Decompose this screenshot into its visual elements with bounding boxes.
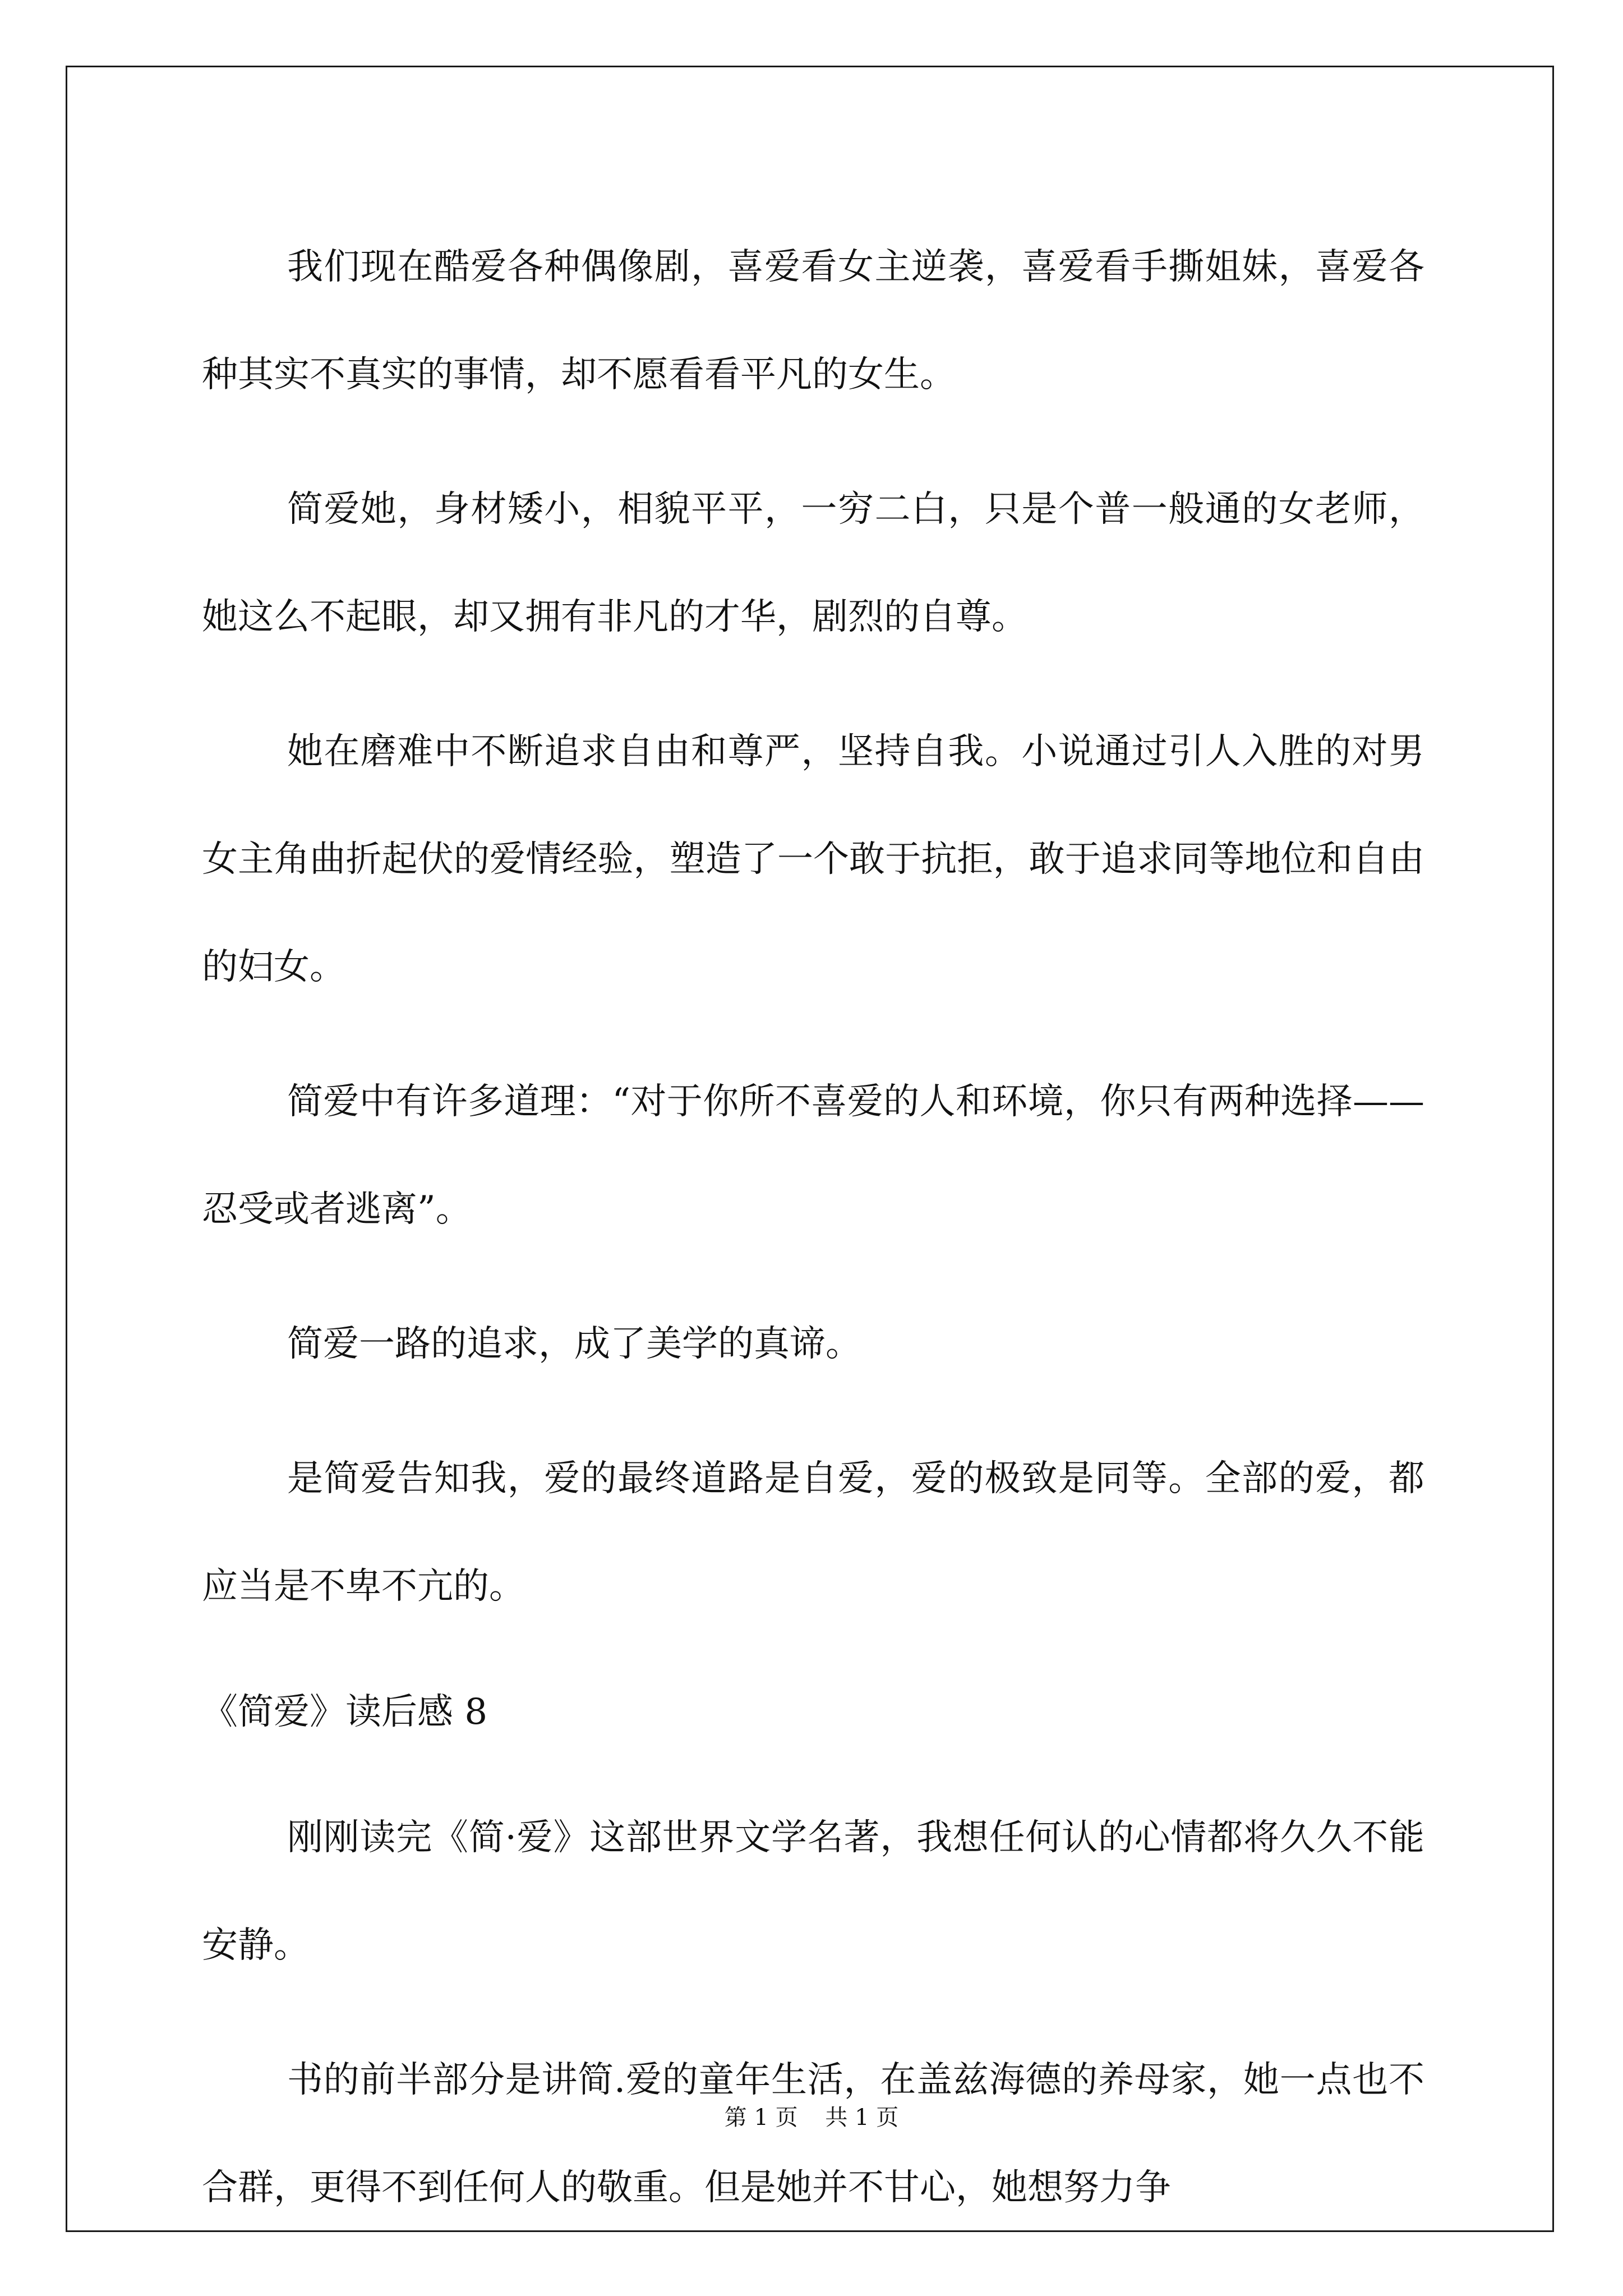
paragraph-3: 她在磨难中不断追求自由和尊严，坚持自我。小说通过引人入胜的对男女主角曲折起伏的爱情经验，塑造了一个敢于抗拒，敢于追求同等地位和自由的妇女。 — [202, 731, 1424, 988]
paragraph-5: 简爱一路的追求，成了美学的真谛。 — [287, 1323, 861, 1365]
section-heading: 《简爱》读后感 8 — [202, 1691, 488, 1733]
paragraph-4: 简爱中有许多道理：“对于你所不喜爱的人和环境，你只有两种选择——忍受或者逃离”。 — [202, 1081, 1424, 1230]
paragraph-7: 刚刚读完《简·爱》这部世界文学名著，我想任何认的心情都将久久不能安静。 — [202, 1817, 1424, 1966]
document-body — [202, 213, 1424, 2269]
paragraph-2: 简爱她，身材矮小，相貌平平，一穷二白，只是个普一般通的女老师，她这么不起眼，却又拥有非凡的才华，剧烈的自尊。 — [202, 489, 1424, 638]
page-footer — [0, 2101, 1623, 2134]
page-number: 第 1 页 — [724, 2105, 798, 2131]
page-total: 共 1 页 — [825, 2105, 899, 2131]
paragraph-8: 书的前半部分是讲简.爱的童年生活，在盖兹海德的养母家，她一点也不合群，更得不到任何人的敬重。但是她并不甘心，她想努力争 — [202, 2059, 1424, 2208]
paragraph-6: 是简爱告知我，爱的最终道路是自爱，爱的极致是同等。全部的爱，都应当是不卑不亢的。 — [202, 1458, 1424, 1607]
paragraph-1: 我们现在酷爱各种偶像剧，喜爱看女主逆袭，喜爱看手撕姐妹，喜爱各种其实不真实的事情，却不愿看看平凡的女生。 — [202, 246, 1424, 395]
